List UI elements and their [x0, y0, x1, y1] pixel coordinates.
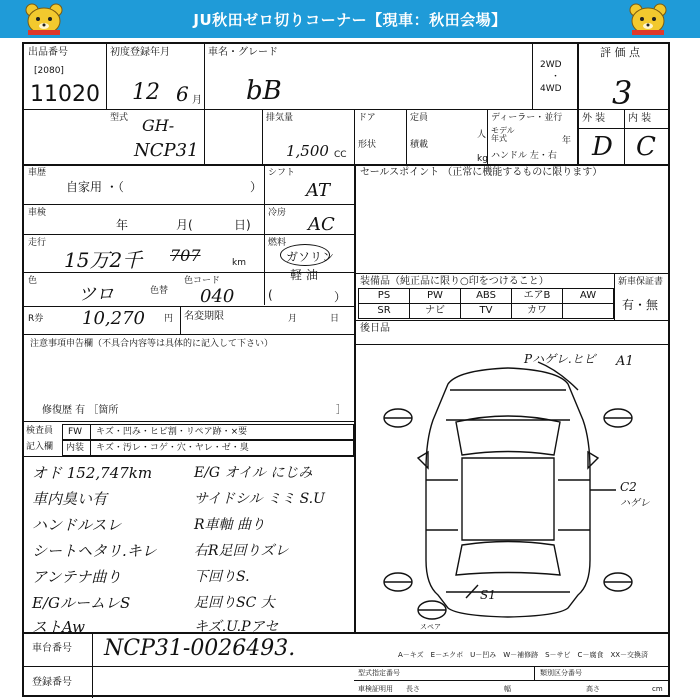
fw-options: キズ・凹み・ヒビ割・リペア跡・×要 [96, 427, 248, 437]
mileage-value: 15万2千 [64, 248, 143, 272]
equipment-label: 装備品（純正品に限り○印をつけること） [360, 276, 549, 287]
note-right: キズ.U.Pアセ [194, 619, 279, 635]
equip-sr: SR [358, 303, 410, 319]
fw-label: FW [68, 427, 83, 437]
aircon-value: AC [308, 214, 335, 235]
length-label: 長さ [406, 685, 420, 693]
shift-value: AT [306, 180, 331, 201]
car-damage-diagram [358, 352, 668, 631]
color-label: 色 [28, 276, 38, 286]
chassis-label: 車台番号 [32, 643, 72, 654]
equip-ps: PS [358, 288, 410, 304]
rtax-value: 10,270 [82, 308, 145, 329]
body-shape-label: 形状 [358, 140, 377, 150]
equip-tv: TV [460, 303, 512, 319]
rating-score: 3 [612, 74, 633, 112]
header-banner [0, 0, 700, 38]
inspector-label: 検査員 [26, 426, 54, 436]
history-label: 車歴 [28, 168, 47, 178]
displacement-label: 排気量 [266, 113, 294, 123]
open-paren: ( [268, 288, 273, 302]
notice-label: 注意事項申告欄（不具合内容等は具体的に記入して下さい） [30, 339, 274, 349]
color-code-value: 040 [200, 286, 235, 307]
registration-label: 登録番号 [32, 677, 72, 688]
note-left: アンテナ曲り [32, 568, 122, 586]
warranty-options: 有・無 [622, 298, 659, 312]
interior-label: 内 装 [628, 113, 652, 124]
km-unit: km [232, 258, 246, 268]
fuel-diesel: 軽 油 [290, 268, 318, 282]
kg-unit: kg [477, 154, 488, 164]
inspection-month-unit: 月( [176, 218, 193, 232]
notes-area [24, 458, 354, 636]
first-reg-label: 初度登録年月 [110, 47, 170, 58]
note-left: 車内臭い有 [32, 490, 108, 508]
capacity-unit: 人 [477, 130, 487, 140]
exterior-label: 外 装 [582, 113, 606, 124]
rating-label: 評 価 点 [600, 46, 640, 59]
chassis-value: NCP31-0026493. [104, 636, 296, 661]
note-left: シートヘタリ.キレ [32, 542, 157, 560]
close-paren: ） [250, 180, 263, 194]
type-code: NCP31 [134, 140, 199, 161]
yen-unit: 円 [164, 314, 174, 324]
rtax-label: R券 [28, 314, 44, 324]
displacement-value: 1,500 [286, 142, 329, 160]
first-reg-month-unit: 月 [192, 95, 202, 106]
spec-box [354, 666, 668, 698]
spare-label: スペア [420, 623, 441, 631]
close-paren-2: ） [334, 290, 347, 304]
capacity-label: 定員 [410, 113, 429, 123]
note-right: 足回りSC 大 [194, 595, 275, 611]
model-year-label: モデル 年式 [491, 126, 515, 143]
katashiki-label: 型式 [110, 113, 129, 123]
equip-aw: AW [562, 288, 614, 304]
later-items-label: 後日品 [360, 323, 390, 334]
year-unit: 年 [562, 136, 572, 146]
exterior-grade: D [592, 132, 613, 162]
handle-label: ハンドル 左・右 [491, 151, 557, 161]
2wd-label: 2WD [540, 60, 562, 70]
first-reg-month: 6 [176, 82, 189, 106]
height-label: 高さ [586, 685, 600, 693]
dot-label: ・ [551, 72, 561, 82]
repair-history-label: 修復歴 有 ［箇所 [42, 405, 119, 416]
sketch-note-top: Pハゲレ.ヒビ [524, 352, 596, 366]
4wd-label: 4WD [540, 84, 562, 94]
page-title: JU秋田ゼロ切りコーナー【現車：秋田会場】 [193, 11, 507, 29]
note-left: ストAw [32, 618, 85, 636]
dealer-label: ディーラー・並行 [491, 113, 563, 123]
cm-unit: cm [652, 685, 663, 693]
interior-short-label: 内装 [66, 443, 85, 453]
note-right: サイドシル ミミ S.U [194, 491, 325, 507]
type-designation-label: 型式指定番号 [358, 669, 400, 677]
shift-label: シフト [268, 168, 296, 178]
interior-grade: C [636, 132, 656, 162]
door-label: ドア [358, 113, 376, 123]
note-right: R車軸 曲り [194, 517, 265, 533]
sketch-note-c2: C2 [620, 480, 637, 494]
color-change-label: 色替 [150, 286, 169, 296]
equip-empty [562, 303, 614, 319]
note-left: オド 152,747km [32, 464, 153, 482]
fuel-label: 燃料 [268, 238, 287, 248]
note-left: E/GルームレS [32, 594, 131, 612]
note-left: ハンドルスレ [32, 516, 122, 534]
interior-options: キズ・汚レ・コゲ・穴・ヤレ・ゼ・臭 [96, 443, 249, 453]
damage-legend: A－キズ E－エクボ U－凹み W－補修跡 S－サビ C－腐食 XX－交換済 [398, 651, 649, 659]
inspection-day-unit: 日) [234, 218, 251, 232]
equip-airbag: エアB [511, 288, 563, 304]
lot-no-label: 出品番号 [28, 47, 68, 58]
note-right: E/G オイル にじみ [194, 465, 313, 481]
fuel-gasoline: ガソリン [286, 250, 335, 264]
color-code-label: 色コード [184, 276, 221, 286]
repair-close-bracket: ］ [336, 405, 346, 416]
lot-no-value: 11020 [30, 82, 100, 107]
type-prefix: GH- [142, 116, 175, 135]
private-use-label: 自家用 ・（ [66, 180, 124, 194]
bear-mascot-icon [626, 2, 670, 36]
cert-label: 車検証明用 [358, 685, 393, 693]
cc-unit: CC [334, 150, 347, 160]
inspection-year-unit: 年 [116, 218, 129, 232]
category-number-label: 類別区分番号 [540, 669, 582, 677]
sales-point-label: セールスポイント （正常に機能するものに限ります） [360, 167, 603, 178]
equip-pw: PW [409, 288, 461, 304]
warranty-label: 新車保証書 [618, 277, 664, 287]
first-reg-year: 12 [132, 80, 160, 105]
name-change-day: 日 [330, 314, 340, 324]
sketch-note-a1: A1 [616, 354, 634, 369]
model-value: bB [246, 76, 282, 106]
equip-leather: カワ [511, 303, 563, 319]
inspection-label: 車検 [28, 208, 47, 218]
mileage-label: 走行 [28, 238, 47, 248]
width-label: 幅 [504, 685, 511, 693]
entry-label: 記入欄 [26, 442, 54, 452]
aircon-label: 冷房 [268, 208, 287, 218]
note-right: 右R足回りズレ [194, 543, 289, 559]
load-label: 積載 [410, 140, 429, 150]
auction-sheet [22, 42, 670, 697]
sketch-note-s1: S1 [480, 588, 496, 602]
equip-navi: ナビ [409, 303, 461, 319]
model-grade-label: 車名・グレード [208, 47, 278, 58]
note-right: 下回りS. [194, 569, 250, 585]
sketch-note-c2-detail: ハゲレ [620, 498, 650, 509]
lot-no-code: [2080] [34, 66, 64, 76]
mileage-crossed: 707 [170, 246, 201, 265]
name-change-label: 名変期限 [184, 311, 224, 322]
color-value: ツロ [78, 284, 114, 305]
equip-abs: ABS [460, 288, 512, 304]
name-change-month: 月 [288, 314, 298, 324]
fuel-circle-mark [280, 244, 330, 266]
